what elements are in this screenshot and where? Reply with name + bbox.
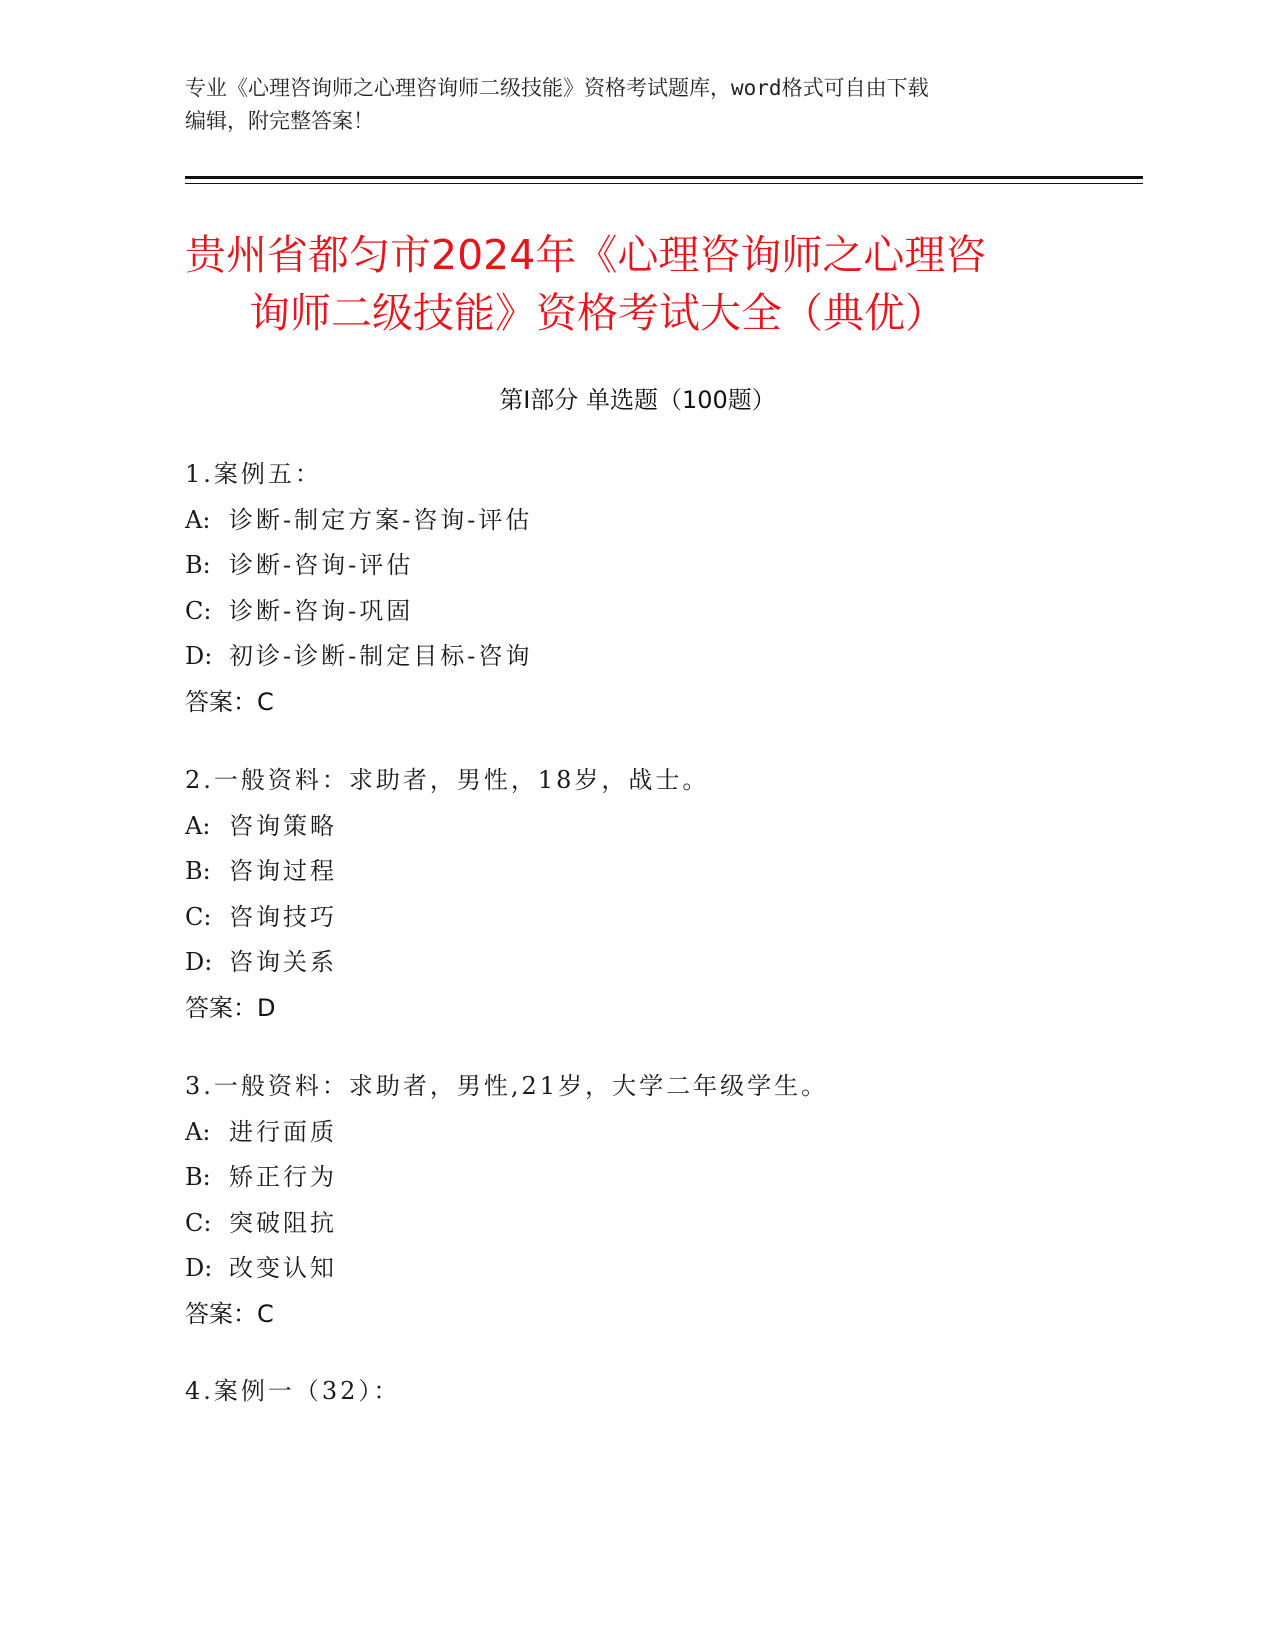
- document-title-line-1: 贵州省都匀市2024年《心理咨询师之心理咨: [185, 231, 987, 279]
- option-letter: A:: [185, 1117, 211, 1146]
- option-letter: A:: [185, 811, 211, 840]
- option-c: [185, 1201, 1085, 1247]
- option-b: [185, 849, 1085, 895]
- option-text: 进行面质: [229, 1117, 337, 1146]
- header-rule-thick: [185, 176, 1143, 179]
- header-note: [185, 72, 1085, 138]
- option-b: [185, 543, 1085, 589]
- option-text: 诊断-咨询-评估: [229, 551, 414, 579]
- option-b: [185, 1155, 1085, 1201]
- question-stem: 2.一般资料：求助者，男性，18岁，战士。: [185, 766, 710, 794]
- answer: 答案：C: [185, 1299, 274, 1328]
- option-text: 初诊-诊断-制定目标-咨询: [229, 642, 533, 670]
- option-letter: B:: [185, 551, 211, 579]
- option-d: [185, 1246, 1085, 1292]
- header-note-line-1: 专业《心理咨询师之心理咨询师二级技能》资格考试题库，word格式可自由下载: [185, 76, 929, 100]
- option-text: 诊断-制定方案-咨询-评估: [229, 505, 533, 534]
- document-title-line-2: 询师二级技能》资格考试大全（典优）: [249, 289, 946, 337]
- document-title: [185, 226, 1085, 342]
- option-c: [185, 589, 1085, 635]
- header-note-line-2: 编辑，附完整答案！: [185, 109, 374, 133]
- option-letter: B:: [185, 1163, 211, 1191]
- option-text: 诊断-咨询-巩固: [229, 596, 414, 625]
- question-2: [185, 758, 1085, 1031]
- question-3: [185, 1064, 1085, 1337]
- option-letter: C:: [185, 596, 212, 625]
- option-text: 咨询过程: [229, 857, 337, 885]
- option-text: 改变认知: [229, 1254, 337, 1282]
- option-text: 突破阻抗: [229, 1208, 337, 1237]
- option-letter: D:: [185, 642, 213, 670]
- option-d: [185, 634, 1085, 680]
- answer: 答案：C: [185, 687, 274, 716]
- question-stem: 4.案例一（32）：: [185, 1377, 401, 1405]
- question-stem: 1.案例五：: [185, 460, 322, 488]
- option-a: [185, 1110, 1085, 1156]
- option-letter: D:: [185, 948, 213, 976]
- option-d: [185, 940, 1085, 986]
- option-text: 矫正行为: [229, 1163, 337, 1191]
- option-letter: A:: [185, 505, 211, 534]
- option-letter: B:: [185, 857, 211, 885]
- option-a: [185, 498, 1085, 544]
- option-letter: C:: [185, 1208, 212, 1237]
- option-c: [185, 895, 1085, 941]
- header-rule-thin: [185, 183, 1143, 184]
- question-4: [185, 1369, 1085, 1415]
- option-a: [185, 804, 1085, 850]
- question-1: [185, 452, 1085, 725]
- section-title: 第Ⅰ部分 单选题（100题）: [499, 386, 776, 414]
- option-text: 咨询技巧: [229, 902, 337, 931]
- option-letter: D:: [185, 1254, 213, 1282]
- answer: 答案：D: [185, 993, 276, 1022]
- option-text: 咨询关系: [229, 948, 337, 976]
- question-stem: 3.一般资料：求助者，男性,21岁，大学二年级学生。: [185, 1072, 829, 1100]
- option-text: 咨询策略: [229, 811, 337, 840]
- option-letter: C:: [185, 902, 212, 931]
